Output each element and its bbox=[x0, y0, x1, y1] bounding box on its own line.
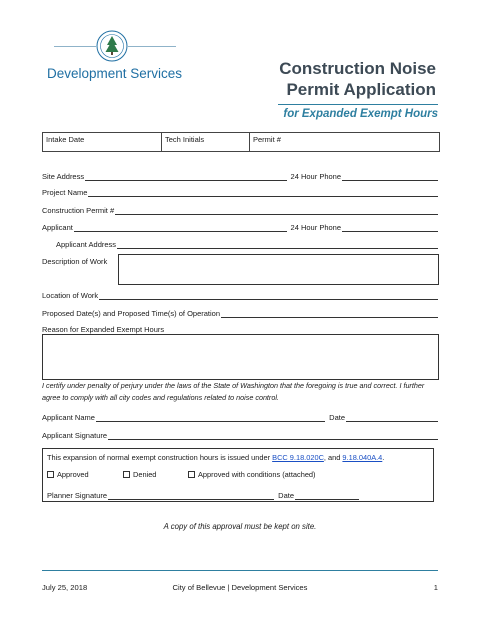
applicant-signature-label: Applicant Signature bbox=[42, 431, 108, 440]
proposed-dates-row bbox=[42, 306, 438, 318]
bcc-link-1[interactable]: BCC 9.18.020C bbox=[272, 453, 324, 462]
reason-row bbox=[42, 322, 438, 334]
title-divider bbox=[278, 104, 438, 105]
planner-signature-label: Planner Signature bbox=[47, 491, 108, 500]
applicant-date-field[interactable] bbox=[346, 413, 438, 422]
description-textarea[interactable] bbox=[118, 254, 439, 285]
footer-date: July 25, 2018 bbox=[42, 583, 88, 592]
approval-box bbox=[42, 448, 434, 502]
logo bbox=[42, 30, 192, 90]
denied-checkbox[interactable] bbox=[123, 471, 130, 478]
site-address-label: Site Address bbox=[42, 172, 85, 181]
approved-conditions-label: Approved with conditions (attached) bbox=[198, 470, 316, 479]
applicant-field[interactable] bbox=[74, 223, 287, 232]
approved-checkbox[interactable] bbox=[47, 471, 54, 478]
construction-permit-label: Construction Permit # bbox=[42, 206, 115, 215]
applicant-name-field[interactable] bbox=[96, 413, 325, 422]
applicant-row bbox=[42, 220, 438, 232]
form-title bbox=[279, 58, 436, 100]
site-address-row bbox=[42, 169, 438, 181]
approval-text: This expansion of normal exempt construction hours is issued under bbox=[47, 453, 271, 462]
proposed-dates-field[interactable] bbox=[221, 309, 438, 318]
planner-date-field[interactable] bbox=[295, 491, 359, 500]
certification-statement: I certify under penalty of perjury under the laws of the State of Washington that the foregoing is true and correct. I further agree to comply with all city codes and regulations related to noise control. bbox=[42, 381, 425, 402]
reason-textarea[interactable] bbox=[42, 334, 439, 380]
intake-table bbox=[42, 132, 440, 152]
project-name-field[interactable] bbox=[88, 188, 438, 197]
location-row bbox=[42, 288, 438, 300]
denied-option[interactable] bbox=[123, 470, 156, 479]
permit-number-cell[interactable]: Permit # bbox=[253, 135, 281, 144]
planner-signature-row bbox=[47, 488, 359, 500]
copy-note: A copy of this approval must be kept on site. bbox=[163, 522, 317, 531]
location-field[interactable] bbox=[99, 291, 438, 300]
page-number: 1 bbox=[433, 583, 438, 592]
logo-rule-right bbox=[128, 46, 176, 47]
applicant-address-row bbox=[56, 237, 438, 249]
logo-text: Development Services bbox=[47, 66, 183, 81]
applicant-label: Applicant bbox=[42, 223, 73, 232]
denied-label: Denied bbox=[133, 470, 157, 479]
planner-date-label: Date bbox=[278, 491, 294, 500]
title-line-1: Construction Noise bbox=[279, 59, 436, 78]
title-line-2: Permit Application bbox=[286, 80, 436, 99]
intake-date-cell[interactable]: Intake Date bbox=[43, 133, 162, 151]
description-row bbox=[42, 254, 116, 266]
approved-option[interactable] bbox=[47, 470, 89, 479]
tech-initials-cell[interactable]: Tech Initials bbox=[162, 133, 250, 151]
phone-24h-label: 24 Hour Phone bbox=[290, 172, 341, 181]
construction-permit-row bbox=[42, 203, 438, 215]
site-address-field[interactable] bbox=[85, 172, 286, 181]
applicant-address-field[interactable] bbox=[117, 240, 438, 249]
applicant-name-row bbox=[42, 410, 438, 422]
applicant-phone-field[interactable] bbox=[342, 223, 438, 232]
applicant-signature-row bbox=[42, 428, 438, 440]
planner-signature-field[interactable] bbox=[108, 491, 274, 500]
project-name-label: Project Name bbox=[42, 188, 88, 197]
applicant-name-label: Applicant Name bbox=[42, 413, 95, 422]
phone-24h-field[interactable] bbox=[342, 172, 438, 181]
logo-rule-left bbox=[54, 46, 96, 47]
proposed-dates-label: Proposed Date(s) and Proposed Time(s) of Operation bbox=[42, 309, 221, 318]
city-seal-icon bbox=[96, 30, 128, 62]
applicant-date-label: Date bbox=[329, 413, 345, 422]
construction-permit-field[interactable] bbox=[115, 206, 438, 215]
applicant-signature-field[interactable] bbox=[108, 431, 438, 440]
approved-label: Approved bbox=[57, 470, 89, 479]
approved-conditions-option[interactable] bbox=[188, 470, 316, 479]
approval-text-mid: , and bbox=[323, 453, 341, 462]
reason-label: Reason for Expanded Exempt Hours bbox=[42, 325, 165, 334]
footer-center: City of Bellevue | Development Services bbox=[172, 583, 308, 592]
bcc-link-2[interactable]: 9.18.040A.4 bbox=[342, 453, 383, 462]
project-name-row bbox=[42, 185, 438, 197]
footer-divider bbox=[42, 570, 438, 571]
form-subtitle: for Expanded Exempt Hours bbox=[283, 108, 438, 120]
applicant-address-label: Applicant Address bbox=[56, 240, 117, 249]
approval-statement bbox=[47, 453, 384, 462]
approval-text-end: . bbox=[382, 453, 385, 462]
applicant-phone-label: 24 Hour Phone bbox=[290, 223, 341, 232]
location-label: Location of Work bbox=[42, 291, 99, 300]
approved-conditions-checkbox[interactable] bbox=[188, 471, 195, 478]
description-label: Description of Work bbox=[42, 257, 108, 266]
